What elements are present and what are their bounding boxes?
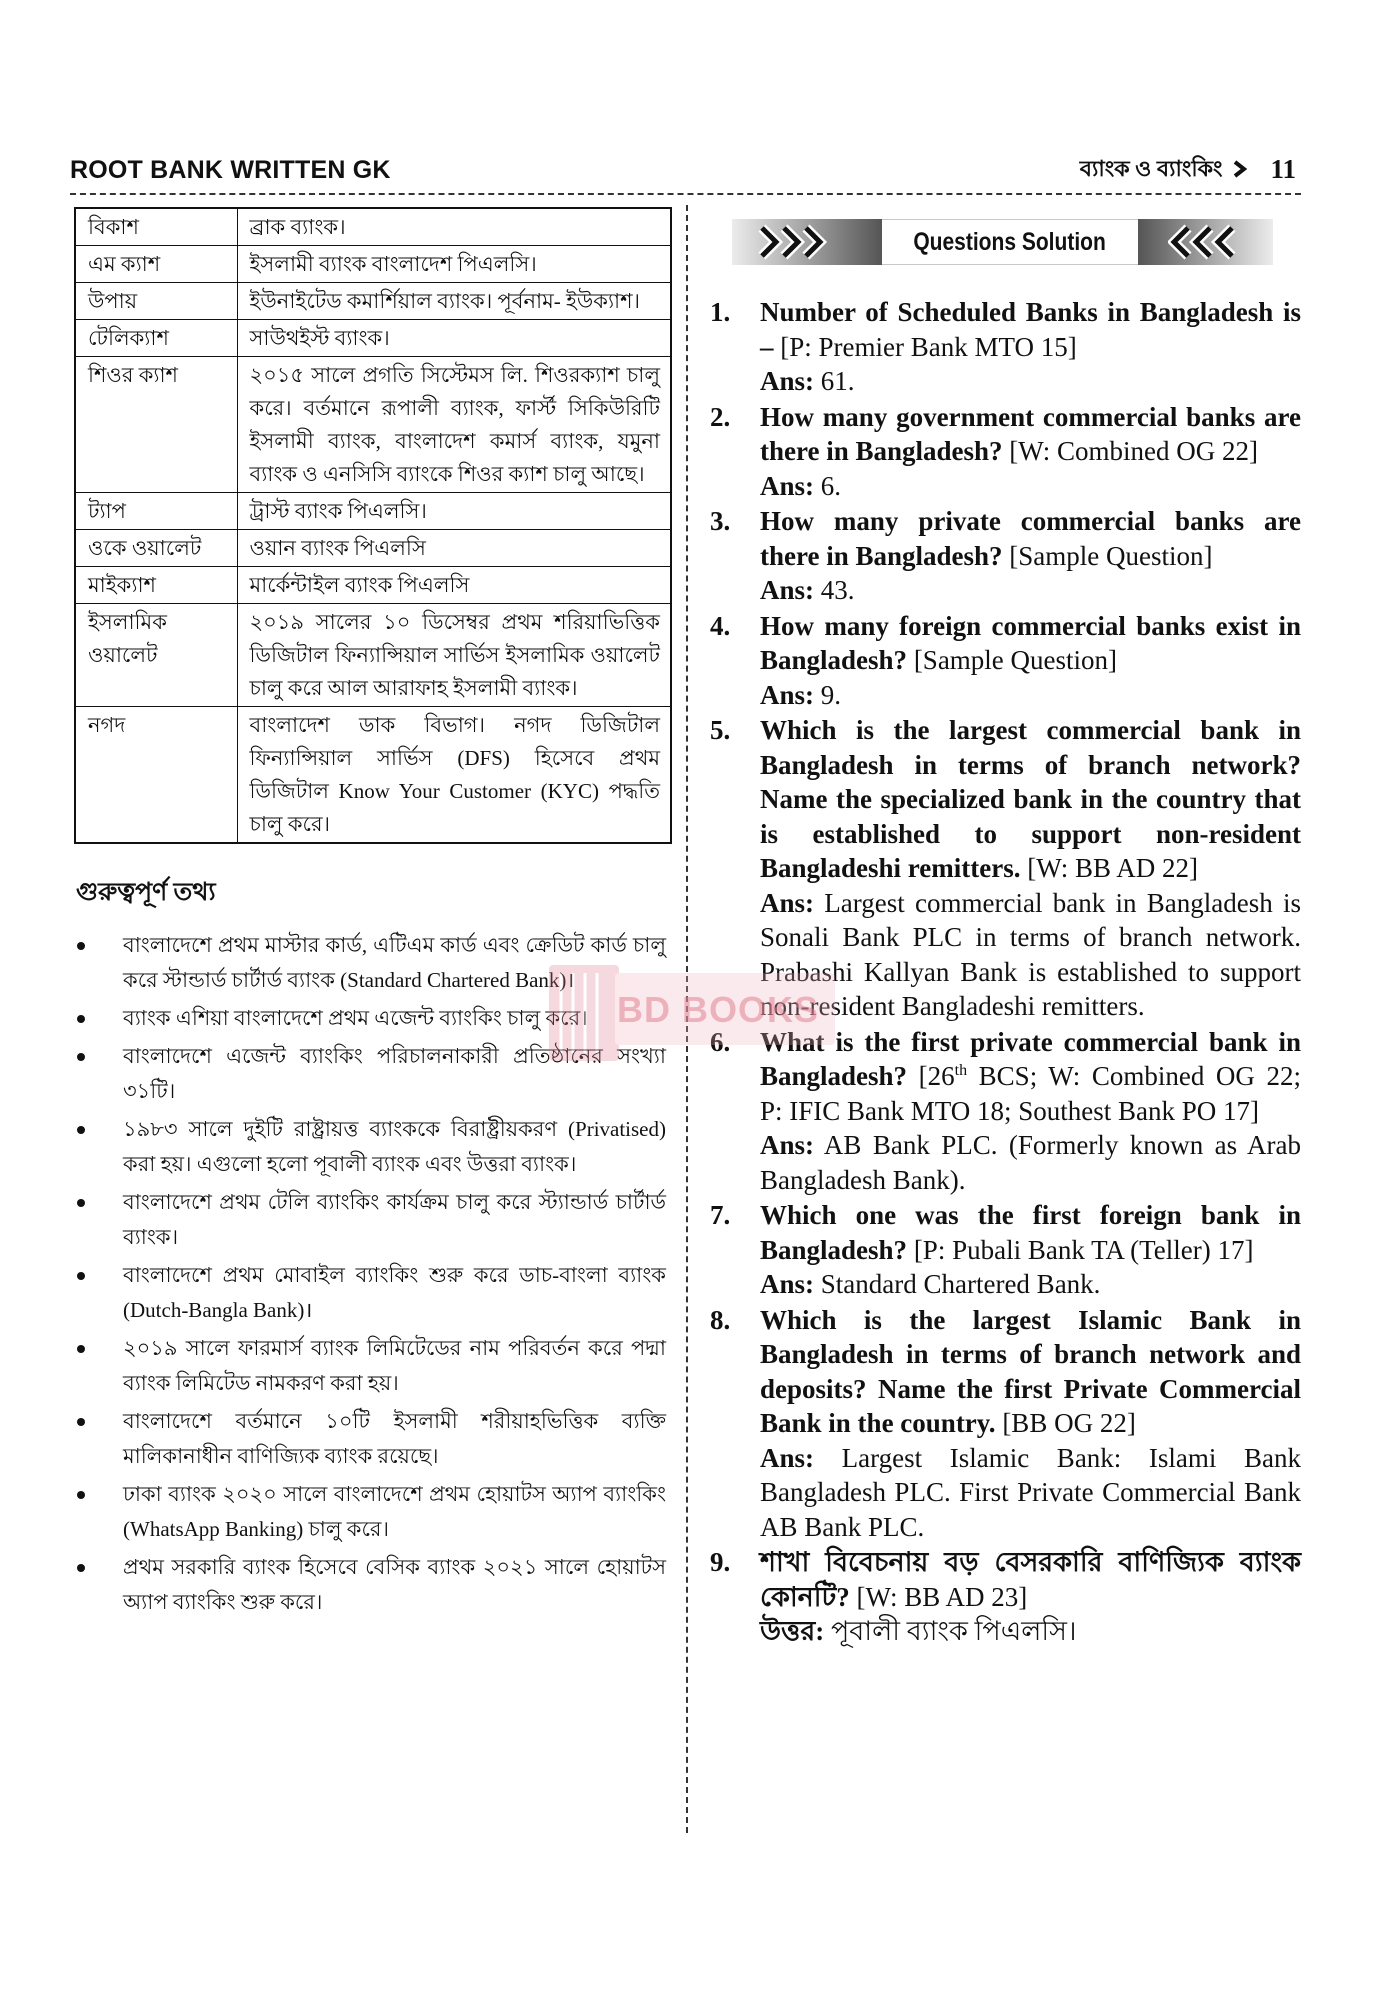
- question-body: [760, 1303, 1301, 1545]
- answer-text: 6.: [820, 470, 842, 501]
- provider-cell: সাউথইস্ট ব্যাংক।: [237, 320, 671, 357]
- question-source: [W: BB AD 23]: [856, 1581, 1028, 1612]
- table-row: [75, 567, 671, 604]
- question-number: 8.: [710, 1304, 731, 1335]
- answer-label: Ans:: [760, 366, 815, 396]
- table-row: [75, 283, 671, 320]
- table-row: [75, 320, 671, 357]
- service-name-cell: বিকাশ: [75, 208, 237, 246]
- question-source: [Sample Question]: [1009, 540, 1213, 571]
- question-item: [710, 295, 1301, 399]
- bullet-dot-icon: [77, 1053, 85, 1061]
- bullet-dot-icon: [77, 942, 85, 950]
- question-source-start: [26: [918, 1061, 955, 1091]
- question-number: 7.: [710, 1200, 731, 1230]
- provider-cell: ২০১৫ সালে প্রগতি সিস্টেমস লি. শিওরক্যাশ চালু করে। বর্তমানে রূপালী ব্যাংক, ফার্স্ট সিকিউরিটি ইসলামী ব্যাংক, বাংলাদেশ কমার্স ব্যাংক, যমুনা ব্যাংক ও এনসিসি ব্যাংকে শিওর ক্যাশ চালু আছে।: [237, 357, 671, 493]
- question-body: [760, 1198, 1301, 1302]
- question-number: 3.: [710, 506, 731, 536]
- left-column: [74, 207, 672, 1623]
- question-body: [760, 504, 1301, 608]
- chevrons-right-icon: [756, 222, 840, 262]
- fact-text: প্রথম সরকারি ব্যাংক হিসেবে বেসিক ব্যাংক ২০২১ সালে হোয়াটস অ্যাপ ব্যাংকিং শুরু করে।: [123, 1555, 666, 1614]
- banner-left-band: [732, 219, 882, 265]
- question-number: 1.: [710, 297, 731, 327]
- fact-text: বাংলাদেশে প্রথম মাস্টার কার্ড, এটিএম কার্ড এবং ক্রেডিট কার্ড চালু করে স্টান্ডার্ড চার্টার্ড ব্যাংক (Standard Chartered Bank)।: [123, 933, 666, 992]
- chapter-title: ব্যাংক ও ব্যাংকিং: [1079, 156, 1223, 181]
- question-item: [710, 1198, 1301, 1302]
- question-source-rest: BCS; W: Combined OG 22; P: IFIC Bank MTO 18; Southest Bank PO 17]: [760, 1061, 1301, 1126]
- question-item: [710, 504, 1301, 608]
- question-body: [760, 713, 1301, 1024]
- question-line: [760, 504, 1301, 573]
- bullet-dot-icon: [77, 1199, 85, 1207]
- provider-cell: ইউনাইটেড কমার্শিয়াল ব্যাংক। পূর্বনাম- ইউক্যাশ।: [237, 283, 671, 320]
- fact-item: [74, 1185, 672, 1255]
- bullet-dot-icon: [77, 1418, 85, 1426]
- provider-cell: মার্কেন্টাইল ব্যাংক পিএলসি: [237, 567, 671, 604]
- question-text: Which is the largest commercial bank in Bangladesh in terms of branch network? Name the specialized bank in the country that is established to support non-resident Bangladeshi remitters.: [760, 715, 1301, 883]
- question-text: How many private commercial banks are there in Bangladesh?: [760, 506, 1301, 571]
- question-line: [760, 1545, 1301, 1614]
- bullet-dot-icon: [77, 1345, 85, 1353]
- watermark-text: BD BOOKS: [617, 989, 820, 1030]
- question-number: 2.: [710, 401, 731, 432]
- bullet-dot-icon: [77, 1272, 85, 1280]
- answer-text: 9.: [820, 679, 842, 710]
- question-list: [710, 295, 1301, 1649]
- header-rule: [70, 193, 1301, 195]
- question-body: [760, 1025, 1301, 1198]
- fact-item: [74, 1112, 672, 1182]
- bullet-dot-icon: [77, 1015, 85, 1023]
- answer-text: 43.: [820, 575, 855, 605]
- fact-text: বাংলাদেশে এজেন্ট ব্যাংকিং পরিচালনাকারী প্রতিষ্ঠানের সংখ্যা ৩১টি।: [123, 1044, 666, 1103]
- question-source: [BB OG 22]: [1002, 1408, 1136, 1438]
- provider-cell: ২০১৯ সালের ১০ ডিসেম্বর প্রথম শরিয়াভিত্তিক ডিজিটাল ফিন্যান্সিয়াল সার্ভিস ইসলামিক ওয়ালেট চালু করে আল আরাফাহ ইসলামী ব্যাংক।: [237, 604, 671, 707]
- question-body: [760, 1545, 1301, 1649]
- question-line: [760, 400, 1301, 469]
- fact-item: [74, 1001, 672, 1036]
- table-row: [75, 530, 671, 567]
- service-name-cell: মাইক্যাশ: [75, 567, 237, 604]
- answer: [760, 573, 1301, 608]
- answer: [760, 364, 1301, 399]
- fact-text: বাংলাদেশে বর্তমানে ১০টি ইসলামী শরীয়াহভিত্তিক ব্যক্তি মালিকানাধীন বাণিজ্যিক ব্যাংক রয়েছে।: [123, 1409, 666, 1468]
- question-body: [760, 400, 1301, 504]
- question-line: [760, 295, 1301, 364]
- fact-text: ঢাকা ব্যাংক ২০২০ সালে বাংলাদেশে প্রথম হোয়াটস অ্যাপ ব্যাংকিং (WhatsApp Banking) চালু করে।: [123, 1482, 666, 1541]
- answer-label: Ans:: [760, 470, 815, 501]
- section-banner: [732, 219, 1273, 265]
- question-item: [710, 609, 1301, 713]
- provider-cell: ট্রাস্ট ব্যাংক পিএলসি।: [237, 493, 671, 530]
- question-source: [Sample Question]: [913, 645, 1118, 675]
- header-right: [1080, 152, 1296, 186]
- question-item: [710, 1303, 1301, 1545]
- question-item: [710, 1025, 1301, 1198]
- question-line: [760, 1198, 1301, 1267]
- provider-cell: ব্রাক ব্যাংক।: [237, 208, 671, 246]
- question-text: শাখা বিবেচনায় বড় বেসরকারি বাণিজ্যিক ব্যাংক কোনটি?: [760, 1547, 1301, 1612]
- table-row: [75, 493, 671, 530]
- book-title: ROOT BANK WRITTEN GK: [70, 156, 391, 184]
- fact-item: [74, 1331, 672, 1401]
- question-line: [760, 713, 1301, 886]
- fact-text: ব্যাংক এশিয়া বাংলাদেশে প্রথম এজেন্ট ব্যাংকিং চালু করে।: [123, 1006, 588, 1030]
- answer-text: পূবালী ব্যাংক পিএলসি।: [830, 1616, 1077, 1646]
- service-name-cell: ইসলামিক ওয়ালেট: [75, 604, 237, 707]
- question-text: Which is the largest Islamic Bank in Bangladesh in terms of branch network and deposits? Name the first Private Commercial Bank in the country.: [760, 1304, 1301, 1438]
- fact-item: [74, 1404, 672, 1474]
- answer-text: 61.: [820, 366, 855, 396]
- service-name-cell: এম ক্যাশ: [75, 246, 237, 283]
- fact-item: [74, 1550, 672, 1620]
- answer-label: Ans:: [760, 1442, 815, 1473]
- answer-label: Ans:: [760, 575, 815, 605]
- bullet-dot-icon: [77, 1491, 85, 1499]
- bullet-dot-icon: [77, 1126, 85, 1134]
- answer-label: Ans:: [760, 1269, 815, 1299]
- question-item: [710, 400, 1301, 504]
- banner-title: Questions Solution: [913, 227, 1107, 256]
- table-row: [75, 604, 671, 707]
- question-text: Number of Scheduled Banks in Bangladesh is –: [760, 297, 1301, 362]
- question-source: [W: BB AD 22]: [1027, 853, 1198, 883]
- provider-cell: বাংলাদেশ ডাক বিভাগ। নগদ ডিজিটাল ফিন্যান্সিয়াল সার্ভিস (DFS) হিসেবে প্রথম ডিজিটাল Know Your Customer (KYC) পদ্ধতি চালু করে।: [237, 707, 671, 844]
- question-item: [710, 1545, 1301, 1649]
- question-source: [P: Premier Bank MTO 15]: [780, 331, 1077, 362]
- question-source: [P: Pubali Bank TA (Teller) 17]: [913, 1234, 1254, 1265]
- mobile-banking-table: [74, 207, 672, 844]
- answer-label: উত্তর:: [760, 1616, 825, 1646]
- bullet-dot-icon: [77, 1564, 85, 1572]
- answer: [760, 1128, 1301, 1197]
- section-heading: গুরুত্বপূর্ণ তথ্য: [76, 879, 216, 906]
- answer: [760, 886, 1301, 1024]
- answer-text: Standard Chartered Bank.: [820, 1269, 1101, 1299]
- question-body: [760, 609, 1301, 713]
- table-row: [75, 357, 671, 493]
- service-name-cell: টেলিক্যাশ: [75, 320, 237, 357]
- question-text: How many foreign commercial banks exist in Bangladesh?: [760, 610, 1301, 675]
- question-number: 4.: [710, 610, 731, 641]
- answer-label: Ans:: [760, 679, 815, 710]
- fact-text: বাংলাদেশে প্রথম টেলি ব্যাংকিং কার্যক্রম চালু করে স্ট্যান্ডার্ড চার্টার্ড ব্যাংক।: [123, 1190, 666, 1249]
- answer-text: Largest Islamic Bank: Islami Bank Bangladesh PLC. First Private Commercial Bank AB Bank PLC.: [760, 1442, 1302, 1542]
- answer-text: AB Bank PLC. (Formerly known as Arab Bangladesh Bank).: [760, 1130, 1301, 1195]
- service-name-cell: শিওর ক্যাশ: [75, 357, 237, 493]
- right-column: [710, 219, 1301, 1650]
- question-number: 6.: [710, 1026, 731, 1057]
- table-row: [75, 208, 671, 246]
- service-name-cell: উপায়: [75, 283, 237, 320]
- page-header: [70, 152, 1301, 186]
- service-name-cell: নগদ: [75, 707, 237, 844]
- question-source: [W: Combined OG 22]: [1009, 436, 1259, 466]
- question-text: Which one was the first foreign bank in Bangladesh?: [760, 1200, 1301, 1265]
- question-text: How many government commercial banks are there in Bangladesh?: [760, 401, 1301, 466]
- answer: [760, 469, 1301, 504]
- question-body: [760, 295, 1301, 399]
- banner-right-band: [1138, 219, 1273, 265]
- table-row: [75, 707, 671, 844]
- question-text: What is the first private commercial bank in Bangladesh?: [760, 1026, 1301, 1091]
- fact-text: ২০১৯ সালে ফারমার্স ব্যাংক লিমিটেডের নাম পরিবর্তন করে পদ্মা ব্যাংক লিমিটেড নামকরণ করা হয়।: [123, 1336, 666, 1395]
- fact-item: [74, 1258, 672, 1328]
- answer-label: Ans:: [760, 1130, 815, 1160]
- table-row: [75, 246, 671, 283]
- fact-item: [74, 1477, 672, 1547]
- fact-item: [74, 928, 672, 998]
- chevron-right-icon: [1232, 159, 1248, 179]
- question-number: 9.: [710, 1547, 731, 1577]
- question-item: [710, 713, 1301, 1024]
- provider-cell: ওয়ান ব্যাংক পিএলসি: [237, 530, 671, 567]
- facts-list: [74, 928, 672, 1620]
- service-name-cell: ট্যাপ: [75, 493, 237, 530]
- page-number: 11: [1270, 154, 1296, 184]
- question-line: [760, 1303, 1301, 1441]
- fact-item: [74, 1039, 672, 1109]
- fact-text: ১৯৮৩ সালে দুইটি রাষ্ট্রায়ত্ত ব্যাংককে বিরাষ্ট্রীয়করণ (Privatised) করা হয়। এগুলো হলো পূবালী ব্যাংক এবং উত্তরা ব্যাংক।: [123, 1117, 666, 1176]
- fact-text: বাংলাদেশে প্রথম মোবাইল ব্যাংকিং শুরু করে ডাচ-বাংলা ব্যাংক (Dutch-Bangla Bank)।: [123, 1263, 666, 1322]
- answer: [760, 678, 1301, 713]
- question-source-superscript: th: [954, 1062, 968, 1079]
- banner-title-panel: [882, 219, 1138, 265]
- answer-label: Ans:: [760, 887, 815, 918]
- answer-text: Largest commercial bank in Bangladesh is Sonali Bank PLC in terms of branch network. Prabashi Kallyan Bank is established to support non-resident Bangladeshi remitters.: [760, 887, 1302, 1021]
- column-divider: [686, 205, 688, 1833]
- answer: [760, 1614, 1301, 1649]
- question-line: [760, 609, 1301, 678]
- chevrons-left-icon: [1168, 222, 1252, 262]
- question-line: [760, 1025, 1301, 1129]
- provider-cell: ইসলামী ব্যাংক বাংলাদেশ পিএলসি।: [237, 246, 671, 283]
- question-number: 5.: [710, 715, 731, 745]
- answer: [760, 1441, 1301, 1545]
- answer: [760, 1267, 1301, 1302]
- service-name-cell: ওকে ওয়ালেট: [75, 530, 237, 567]
